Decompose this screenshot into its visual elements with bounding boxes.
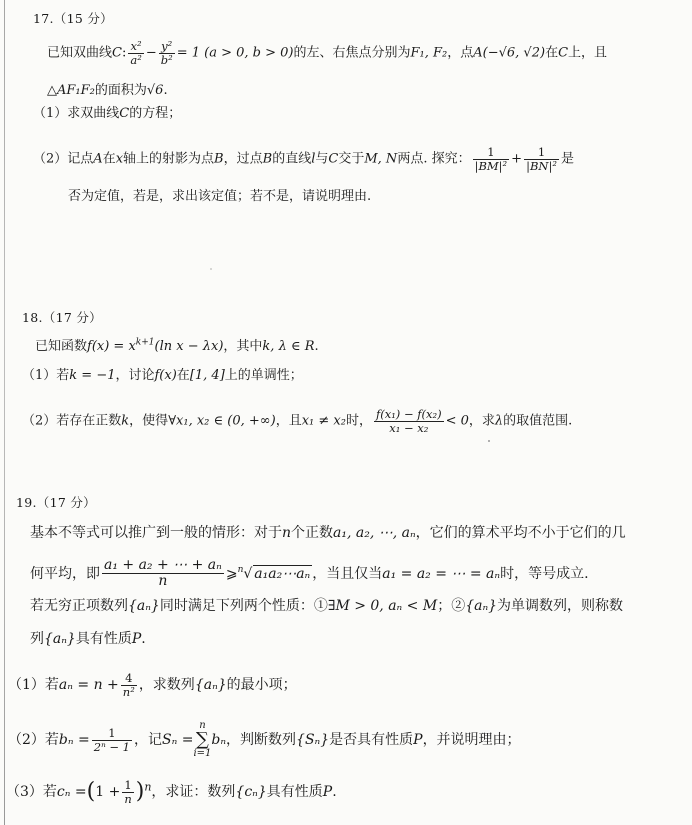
q18-p2-a: （2）若存在正数 <box>22 413 122 429</box>
q17-p2-d: ，过点 <box>223 151 263 167</box>
q19-am-den: n <box>158 573 168 590</box>
q17-p2-A: A <box>93 151 103 167</box>
q19-p3-den: n <box>124 791 132 806</box>
q17-foci: F₁, F₂ <box>410 45 448 61</box>
q19-p2-bn: bₙ = <box>58 732 90 748</box>
q19-p2-seq: {Sₙ} <box>296 732 330 748</box>
q19-p2-c: ，判断数列 <box>226 732 297 748</box>
q18-p2-d: 时， <box>345 413 372 429</box>
q19-intro-line4 <box>30 630 146 648</box>
q17-stem-text: 已知双曲线 <box>47 45 113 61</box>
q19-geq: ⩾ <box>225 565 238 582</box>
q18-p1-a: （1）若 <box>22 368 70 383</box>
q18-p2-frac-den: x₁ − x₂ <box>389 420 429 435</box>
q19-intro-n: n <box>282 525 292 541</box>
q17-frac-BM-den: |BM|² <box>474 158 508 173</box>
q19-p2-b: ，记 <box>134 732 162 748</box>
q19-seq-a2: {aₙ} <box>465 598 498 614</box>
q19-l2-a: 何平均，即 <box>30 565 100 582</box>
q18-p2-frac <box>374 408 444 434</box>
q19-root-index: n <box>237 565 244 576</box>
q19-p3-lparen: ( <box>86 779 96 805</box>
q18-stem-end: . <box>314 339 319 354</box>
q19-part2 <box>8 721 521 759</box>
q17-p2-e: 的直线 <box>272 151 312 167</box>
page-margin-rule <box>4 0 5 825</box>
q17-stem-line2 <box>47 82 168 100</box>
q19-p2-a: （2）若 <box>8 732 59 748</box>
q19-seq-a3: {aₙ} <box>44 631 76 647</box>
q19-l4-end: . <box>141 631 146 647</box>
q17-plus: + <box>511 151 523 167</box>
q19-l3-b: 同时满足下列两个性质：① <box>159 598 328 614</box>
q19-p1-num: 4 <box>121 672 137 686</box>
q19-p3-end: . <box>332 784 337 801</box>
q17-p2-MN: M, N <box>364 151 398 167</box>
q19-root-body: a₁a₂⋯aₙ <box>254 565 311 582</box>
q19-intro-line3 <box>30 597 623 615</box>
q19-p3-frac <box>122 779 133 805</box>
q18-stem <box>35 338 319 356</box>
q17-p2-a: （2）记点 <box>33 151 94 167</box>
q19-p3-seq: {cₙ} <box>235 784 267 801</box>
q18-p2-f: 的取值范围. <box>503 413 573 429</box>
q19-p2-e: ，并说明理由； <box>422 732 521 748</box>
q19-l2-c: 时，等号成立. <box>500 565 589 582</box>
q17-part2-line2: 否为定值，若是，求出该定值；若不是，请说明理由. <box>68 189 372 204</box>
q19-p3-rparen: ) <box>135 779 145 805</box>
q19-p1-seq: {aₙ} <box>194 677 227 694</box>
q18-p2-forall: ∀x₁, x₂ ∈ (0, +∞) <box>168 413 276 429</box>
q17-p2-h: 两点. 探究： <box>397 151 471 167</box>
q19-p1-den: n² <box>122 684 135 699</box>
q17-eq-tail: = 1 (a > 0, b > 0) <box>176 45 294 61</box>
q17-curve-C: C <box>112 45 122 61</box>
q19-l3-a: 若无穷正项数列 <box>30 598 128 614</box>
q17-stem-c: ，点 <box>447 45 474 61</box>
q19-p2-Sn: Sₙ = <box>162 732 194 748</box>
q17-part1-text: （1）求双曲线 <box>33 106 120 121</box>
q18-part1 <box>22 367 303 385</box>
q19-p1-a: （1）若 <box>8 677 59 694</box>
q19-l2-eq: a₁ = a₂ = ⋯ = aₙ <box>382 565 501 582</box>
q19-p3-c: 具有性质 <box>266 784 323 801</box>
q17-p2-B: B <box>214 151 224 167</box>
q19-seq-a: {aₙ} <box>128 598 160 614</box>
q17-frac-BM <box>473 146 510 172</box>
paper-speck <box>488 440 490 442</box>
q17-stem-d: 在 <box>545 45 559 61</box>
q17-p2-l: l <box>311 151 316 167</box>
q19-heading: 19.（17 分） <box>16 495 96 510</box>
q17-part1 <box>33 105 181 123</box>
q17-frac-x-num: x² <box>128 40 143 54</box>
q18-stem-a: 已知函数 <box>35 339 88 354</box>
sigma-icon: ∑ <box>196 729 209 750</box>
q19-l3-cond: ∃M > 0, aₙ < M <box>327 598 438 614</box>
q18-p2-lt: < 0 <box>445 413 469 429</box>
q18-p2-frac-num: f(x₁) − f(x₂) <box>375 407 442 421</box>
q17-heading: 17.（15 分） <box>33 11 113 26</box>
q19-l4-a: 列 <box>30 631 44 647</box>
paper-speck <box>210 268 212 270</box>
q18-p2-b: ，使得 <box>129 413 169 429</box>
q19-intro-b: 个正数 <box>291 525 334 541</box>
q17-p2-b: 在 <box>102 151 116 167</box>
q18-heading: 18.（17 分） <box>22 310 102 325</box>
q17-stem-line1: 已知双曲线C: $\frac{\text{x²}}{\text{a²}}$ − $\frac{\text{y²}}{\text{b²}}$ = 1 (a > 0, b > 0)的左、右焦点分别为F₁, F₂，点A(−√6, √2)在C上，且 <box>47 39 608 67</box>
q18-part2 <box>22 408 572 434</box>
q19-intro-a: 基本不等式可以推广到一般的情形：对于 <box>30 525 282 541</box>
q19-p1-an: aₙ = n + <box>58 677 119 694</box>
q18-p1-d: 上的单调性； <box>224 368 303 383</box>
q18-kl: k, λ ∈ R <box>262 339 315 354</box>
q17-area-value: √6 <box>146 83 164 98</box>
q19-p1-frac <box>121 672 137 698</box>
q19-p3-num: 1 <box>122 779 133 793</box>
q19-intro-seq: a₁, a₂, ⋯, aₙ <box>333 525 416 541</box>
q18-p1-c: 在 <box>176 368 190 383</box>
q17-part1-C: C <box>119 106 130 121</box>
q17-stem-e: 上，且 <box>568 45 608 61</box>
q19-sum-operator <box>193 721 211 759</box>
q19-intro-line1 <box>30 524 626 542</box>
q17-frac-y-den: b² <box>160 52 173 67</box>
q18-stem-b: ，其中 <box>223 339 263 354</box>
q19-intro-line2: 何平均，即 $\frac{\text{a₁ + a₂ + ⋯ + aₙ}}{n}$ ⩾$^n$√ a₁a₂⋯aₙ ，当且仅当a₁ = a₂ = ⋯ = aₙ时，等号成立. <box>30 557 589 590</box>
q19-am-num: a₁ + a₂ + ⋯ + aₙ <box>104 557 222 573</box>
q19-sum-bot: i=1 <box>193 748 212 759</box>
q19-p2-frac <box>92 727 132 753</box>
q19-l3-d: 为单调数列，则称数 <box>497 598 624 614</box>
q18-p1-f: f(x) <box>154 368 177 383</box>
q17-frac-BN-den: |BN|² <box>526 158 557 173</box>
q17-p2-c: 轴上的射影为点 <box>123 151 215 167</box>
q19-p2-P: P <box>413 732 423 748</box>
q17-part1-end: 的方程； <box>129 106 182 121</box>
q17-p2-x: x <box>115 151 124 167</box>
q19-p2-num: 1 <box>92 727 132 741</box>
q17-p2-f: 与 <box>315 151 329 167</box>
q17-frac-BN <box>524 146 559 172</box>
q17-frac-BN-num: 1 <box>524 146 559 160</box>
q17-triangle: △AF₁F₂ <box>47 83 95 98</box>
q18-fx-tail: (ln x − λx) <box>154 339 224 354</box>
q19-sum-body: bₙ <box>211 732 227 748</box>
q19-p3-a: （3）若 <box>6 784 57 801</box>
q19-sum-top: n <box>199 720 206 731</box>
q19-p3-P: P <box>322 784 333 801</box>
q18-p2-e: ，求 <box>468 413 495 429</box>
q18-fx: f(x) = x <box>87 339 136 354</box>
q19-part3 <box>6 779 337 805</box>
q17-frac-x-den: a² <box>130 52 142 67</box>
q18-p1-int: [1, 4] <box>189 368 225 383</box>
q17-p2-C: C <box>328 151 339 167</box>
q17-frac-y <box>159 40 175 66</box>
q17-part2-line1 <box>33 146 574 172</box>
q18-p2-neq: x₁ ≠ x₂ <box>301 413 346 429</box>
q17-area-end: . <box>163 83 168 98</box>
q17-area-text: 的面积为 <box>94 83 147 98</box>
q19-p2-den: 2ⁿ − 1 <box>93 739 130 754</box>
q19-P: P <box>131 631 142 647</box>
q18-p2-lam: λ <box>494 413 504 429</box>
q19-am-frac <box>102 558 224 590</box>
q19-l3-c: ；② <box>437 598 466 614</box>
q19-p3-exp: n <box>144 780 152 794</box>
q19-p1-b: ，求数列 <box>138 677 195 694</box>
q18-p1-k: k = −1 <box>69 368 116 383</box>
q17-frac-x <box>128 40 143 66</box>
q19-intro-c: ，它们的算术平均不小于它们的几 <box>415 525 626 541</box>
q19-l2-b: ，当且仅当 <box>312 565 383 582</box>
q17-stem-b: 的左、右焦点分别为 <box>293 45 411 61</box>
q17-p2-i: 是 <box>560 151 574 167</box>
q18-p2-c: ，且 <box>275 413 302 429</box>
q17-p2-B2: B <box>262 151 273 167</box>
q18-p2-k: k <box>121 413 130 429</box>
q17-p2-g: 交于 <box>338 151 365 167</box>
q19-part1 <box>8 672 297 698</box>
q19-p2-d: 是否具有性质 <box>329 732 414 748</box>
q18-p1-b: ，讨论 <box>115 368 155 383</box>
q19-p3-b: ，求证：数列 <box>151 784 236 801</box>
q18-fx-exp: k+1 <box>135 337 155 348</box>
q17-curve-C2: C <box>558 45 569 61</box>
q19-p3-one-plus: 1 + <box>95 784 121 801</box>
q17-frac-y-num: y² <box>159 40 175 54</box>
q19-l4-b: 具有性质 <box>75 631 132 647</box>
q19-p1-c: 的最小项； <box>226 677 297 694</box>
q19-p3-cn: cₙ = <box>56 784 87 801</box>
q17-point-A: A(−√6, √2) <box>473 45 546 61</box>
q17-frac-BM-num: 1 <box>473 146 510 160</box>
